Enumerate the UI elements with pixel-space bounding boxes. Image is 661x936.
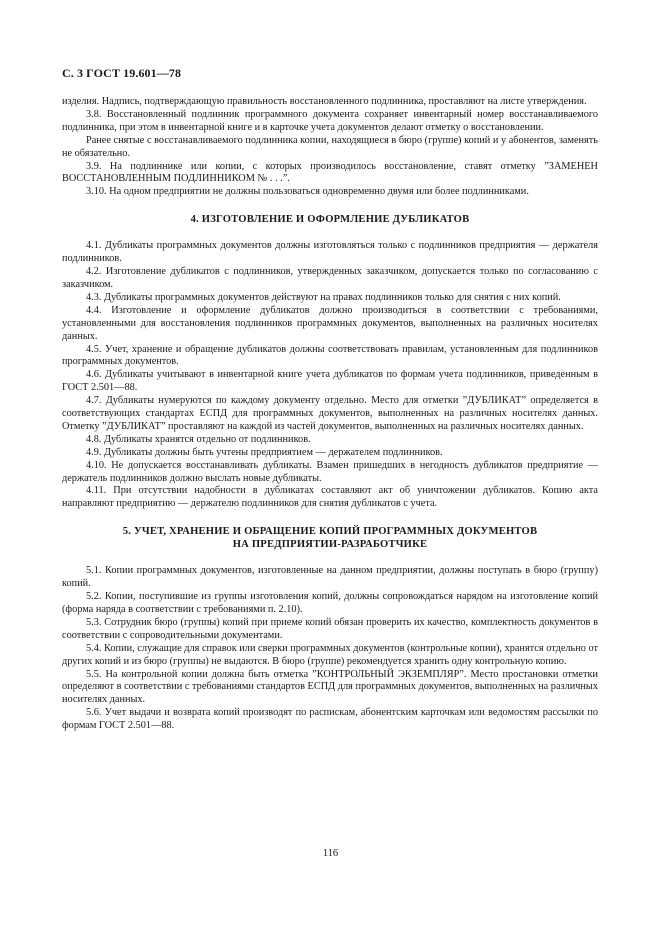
paragraph-4-7: 4.7. Дубликаты нумеруются по каждому документу отдельно. Место для отметки ”ДУБЛИКАТ” определяется в соответствующих стандартах ЕСПД для программных документов, выполненных на различных носителях данных. Отметку ”ДУБЛИКАТ” проставляют на каждой из частей документов, выполненных на различных носителях данных.: [62, 395, 598, 432]
paragraph-3-8: 3.8. Восстановленный подлинник программного документа сохраняет инвентарный номер восстанавливаемого подлинника, при этом в инвентарной книге и в карточке учета документов делают отметку о восстановлении.: [62, 108, 598, 133]
paragraph-4-8: 4.8. Дубликаты хранятся отдельно от подлинников.: [86, 433, 311, 445]
paragraph-4-6: 4.6. Дубликаты учитывают в инвентарной книге учета дубликатов по формам учета подлинников, приведенным в ГОСТ 2.501—88.: [62, 369, 598, 394]
paragraph-5-5: 5.5. На контрольной копии должна быть отметка ”КОНТРОЛЬНЫЙ ЭКЗЕМПЛЯР”. Место простановки отметки определяют в соответствии с требованиями стандартов ЕСПД для программных документов, выполненных на различных носителях данных.: [62, 668, 598, 706]
paragraph-4-3: 4.3. Дубликаты программных документов действуют на правах подлинников только для снятия с них копий.: [86, 291, 561, 303]
paragraph-5-4: 5.4. Копии, служащие для справок или сверки программных документов (контрольные копии), хранятся отдельно от других копий и из бюро (группы) не выдаются. В бюро (группе) рекомендуется хранить одну контрольную копию.: [62, 642, 598, 667]
section-5-title: [62, 525, 598, 551]
paragraph-4-11: 4.11. При отсутствии надобности в дубликатах составляют акт об уничтожении дубликатов. Копию акта направляют предприятию — держателю подлинников для снятия дубликатов с учета.: [62, 485, 598, 510]
paragraph-5-2: 5.2. Копии, поступившие из группы изготовления копий, должны сопровождаться нарядом на изготовление копий (форма наряда в соответствии с требованиями п. 2.10).: [62, 591, 598, 615]
page-header: С. 3 ГОСТ 19.601—78: [62, 66, 182, 80]
paragraph-4-5: 4.5. Учет, хранение и обращение дубликатов должны соответствовать правилам, установленным для подлинников программных документов.: [62, 343, 598, 368]
page-number: 116: [322, 848, 339, 859]
document-body: [62, 96, 598, 733]
paragraph-5-6: 5.6. Учет выдачи и возврата копий производят по распискам, абонентским карточкам или ведомостям рассылки по формам ГОСТ 2.501—88.: [62, 707, 598, 732]
paragraph-4-10: 4.10. Не допускается восстанавливать дубликаты. Взамен пришедших в негодность дубликатов предприятие — держатель подлинников должно выслать новые дубликаты.: [62, 459, 598, 484]
section-4-title: 4. ИЗГОТОВЛЕНИЕ И ОФОРМЛЕНИЕ ДУБЛИКАТОВ: [190, 214, 470, 226]
paragraph-3-10: 3.10. На одном предприятии не должны пользоваться одновременно двумя или более подлинниками.: [86, 186, 529, 198]
paragraph-4-9: 4.9. Дубликаты должны быть учтены предприятием — держателем подлинников.: [86, 446, 443, 458]
paragraph-4-1: 4.1. Дубликаты программных документов должны изготовляться только с подлинников предприятия — держателя подлинников.: [62, 240, 598, 265]
paragraph-3-9: 3.9. На подлиннике или копии, с которых производилось восстановление, ставят отметку ”ЗАМЕНЕН ВОССТАНОВЛЕННЫМ ПОДЛИННИКОМ № . . .”.: [62, 160, 598, 185]
paragraph-3-8-note: Ранее снятые с восстанавливаемого подлинника копии, находящиеся в бюро (группе) копий и у абонентов, заменять не обязательно.: [62, 134, 598, 159]
section-5-title-line-2: НА ПРЕДПРИЯТИИ-РАЗРАБОТЧИКЕ: [232, 539, 428, 551]
paragraph-5-3: 5.3. Сотрудник бюро (группы) копий при приеме копий обязан проверить их качество, комплектность документов в соответствии с сопроводительными документами.: [62, 616, 598, 641]
section-5-title-line-1: 5. УЧЕТ, ХРАНЕНИЕ И ОБРАЩЕНИЕ КОПИЙ ПРОГРАММНЫХ ДОКУМЕНТОВ: [122, 526, 538, 538]
paragraph-5-1: 5.1. Копии программных документов, изготовленные на данном предприятии, должны поступать в бюро (группу) копий.: [62, 565, 598, 590]
paragraph-4-4: 4.4. Изготовление и оформление дубликатов должно производиться в соответствии с требованиями, установленными для восстановления подлинников программных документов, выполненных на различных носителях данных.: [62, 304, 598, 342]
paragraph-continuation: изделия. Надпись, подтверждающую правильность восстановленного подлинника, проставляют на листе утверждения.: [62, 96, 587, 107]
paragraph-4-2: 4.2. Изготовление дубликатов с подлинников, утвержденных заказчиком, допускается только по согласованию с заказчиком.: [62, 266, 598, 290]
